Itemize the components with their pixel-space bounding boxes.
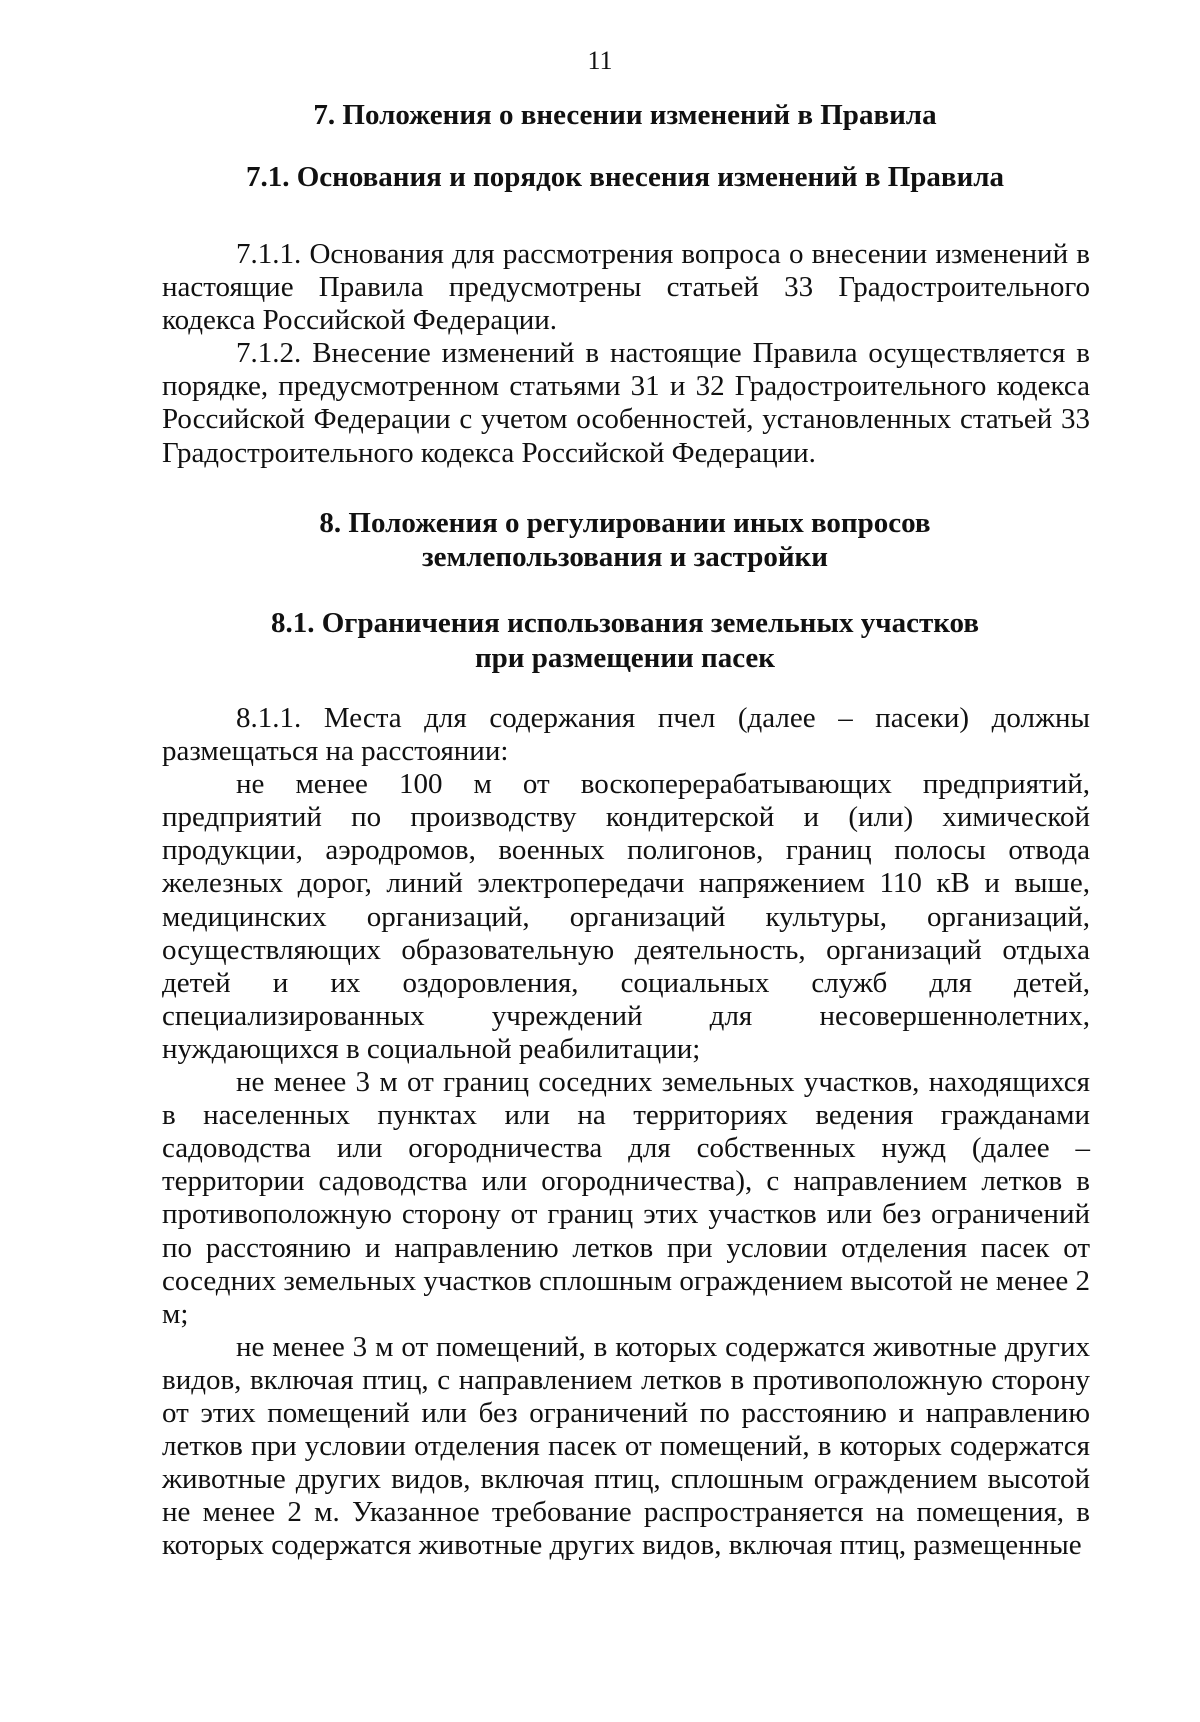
section-8-body <box>162 702 1090 1562</box>
heading-section-8-line-1: 8. Положения о регулировании иных вопросов <box>319 507 931 539</box>
section-7-body <box>162 238 1090 470</box>
paragraph-distance-3m-land: не менее 3 м от границ соседних земельных участков, находящихся в населенных пунктах или на территориях ведения гражданами садоводства или огородничества для собственных нужд (далее – территории садоводства или огородничества), с направлением летков в противоположную сторону от границ этих участков или без ограничений по расстоянию и направлению летков при условии отделения пасек от соседних земельных участков сплошным ограждением высотой не менее 2 м; <box>162 1066 1090 1330</box>
paragraph-7-1-1: 7.1.1. Основания для рассмотрения вопроса о внесении изменений в настоящие Правила предусмотрены статьей 33 Градостроительного кодекса Российской Федерации. <box>162 238 1090 337</box>
paragraph-8-1-1: 8.1.1. Места для содержания пчел (далее – пасеки) должны размещаться на расстоянии: <box>162 702 1090 768</box>
heading-section-8-line-2: землепользования и застройки <box>422 541 828 573</box>
page-number: 11 <box>587 46 613 75</box>
paragraph-distance-3m-premises: не менее 3 м от помещений, в которых содержатся животные других видов, включая птиц, с направлением летков в противоположную сторону от этих помещений или без ограничений по расстоянию и направлению летков при условии отделения пасек от помещений, в которых содержатся животные других видов, включая птиц, сплошным ограждением высотой не менее 2 м. Указанное требование распространяется на помещения, в которых содержатся животные других видов, включая птиц, размещенные <box>162 1330 1090 1562</box>
heading-section-7-1: 7.1. Основания и порядок внесения изменений в Правила <box>245 161 1005 193</box>
paragraph-distance-100m: не менее 100 м от воскоперерабатывающих предприятий, предприятий по производству кондитерской и (или) химической продукции, аэродромов, военных полигонов, границ полосы отвода железных дорог, линий электропередачи напряжением 110 кВ и выше, медицинских организаций, организаций культуры, организаций, осуществляющих образовательную деятельность, организаций отдыха детей и их оздоровления, социальных служб для детей, специализированных учреждений для несовершеннолетних, нуждающихся в социальной реабилитации; <box>162 768 1090 1065</box>
heading-section-7: 7. Положения о внесении изменений в Правила <box>313 99 937 131</box>
paragraph-7-1-2: 7.1.2. Внесение изменений в настоящие Правила осуществляется в порядке, предусмотренном статьями 31 и 32 Градостроительного кодекса Российской Федерации с учетом особенностей, установленных статьей 33 Градостроительного кодекса Российской Федерации. <box>162 337 1090 469</box>
heading-section-8-1-line-2: при размещении пасек <box>474 642 776 674</box>
heading-section-8-1-line-1: 8.1. Ограничения использования земельных участков <box>271 607 979 639</box>
